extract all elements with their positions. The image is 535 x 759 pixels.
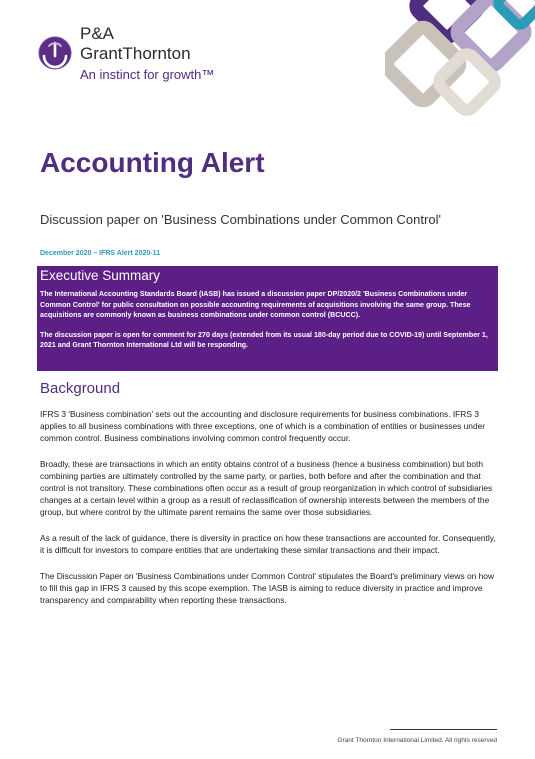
page-title: Accounting Alert [40, 147, 265, 178]
background-paragraph: As a result of the lack of guidance, there is diversity in practice on how these transactions are accounted for. Consequently, it is difficult for investors to compare entities that are undertaking these similar transactions and their impact. [40, 533, 496, 555]
decorative-chain-graphic-icon [385, 0, 535, 150]
executive-summary-paragraph: The International Accounting Standards Board (IASB) has issued a discussion paper DP/2020/2 'Business Combinations under Common Control' for public consultation on possible accounting requirements of acquisitions involving the same group. These acquisitions are commonly known as business combinations under common control (BCUCC). [40, 290, 471, 319]
background-paragraph: The Discussion Paper on 'Business Combinations under Common Control' stipulates the Board's preliminary views on how to fill this gap in IFRS 3 caused by this scope exemption. The IASB is aiming to reduce diversity in practice and improve transparency and comparability when reporting these transactions. [40, 571, 495, 605]
logo-line-pa: P&A [80, 24, 115, 43]
page-subtitle: Discussion paper on 'Business Combinations under Common Control' [40, 212, 441, 227]
background-paragraph: Broadly, these are transactions in which an entity obtains control of a business (hence a business combination) but both combining parties are ultimately controlled by the same party, or parties, both before and after the combination and that control is not transitory. These combinations often occur as a result of group reorganization in which control of subsidiaries changes at a certain level within a group as a result of reclassification of ownership interests between the members of the group, but where control by the ultimate parent remains the same over those subsidiaries. [40, 459, 493, 517]
footer-copyright: Grant Thornton International Limited. All rights reserved [337, 737, 497, 744]
alert-dateline: December 2020 – IFRS Alert 2020-11 [40, 250, 160, 257]
background-paragraph: IFRS 3 'Business combination' sets out the accounting and disclosure requirements for business combinations. IFRS 3 applies to all business combinations with three exceptions, one of which is a combination of entities or businesses under common control. Business combinations involving common control frequently occur. [40, 409, 486, 443]
executive-summary-box [37, 266, 498, 371]
grant-thornton-logo-mark-icon [38, 36, 72, 70]
logo-line-grantthornton: GrantThornton [80, 44, 191, 63]
executive-summary-paragraph: The discussion paper is open for comment for 270 days (extended from its usual 180-day period due to COVID-19) until September 1, 2021 and Grant Thornton International Ltd will be responding. [40, 330, 488, 349]
footer-divider [390, 729, 497, 730]
logo-tagline: An instinct for growth™ [80, 67, 215, 82]
background-body [40, 408, 498, 620]
background-heading: Background [40, 380, 121, 397]
executive-summary-heading: Executive Summary [40, 268, 161, 283]
